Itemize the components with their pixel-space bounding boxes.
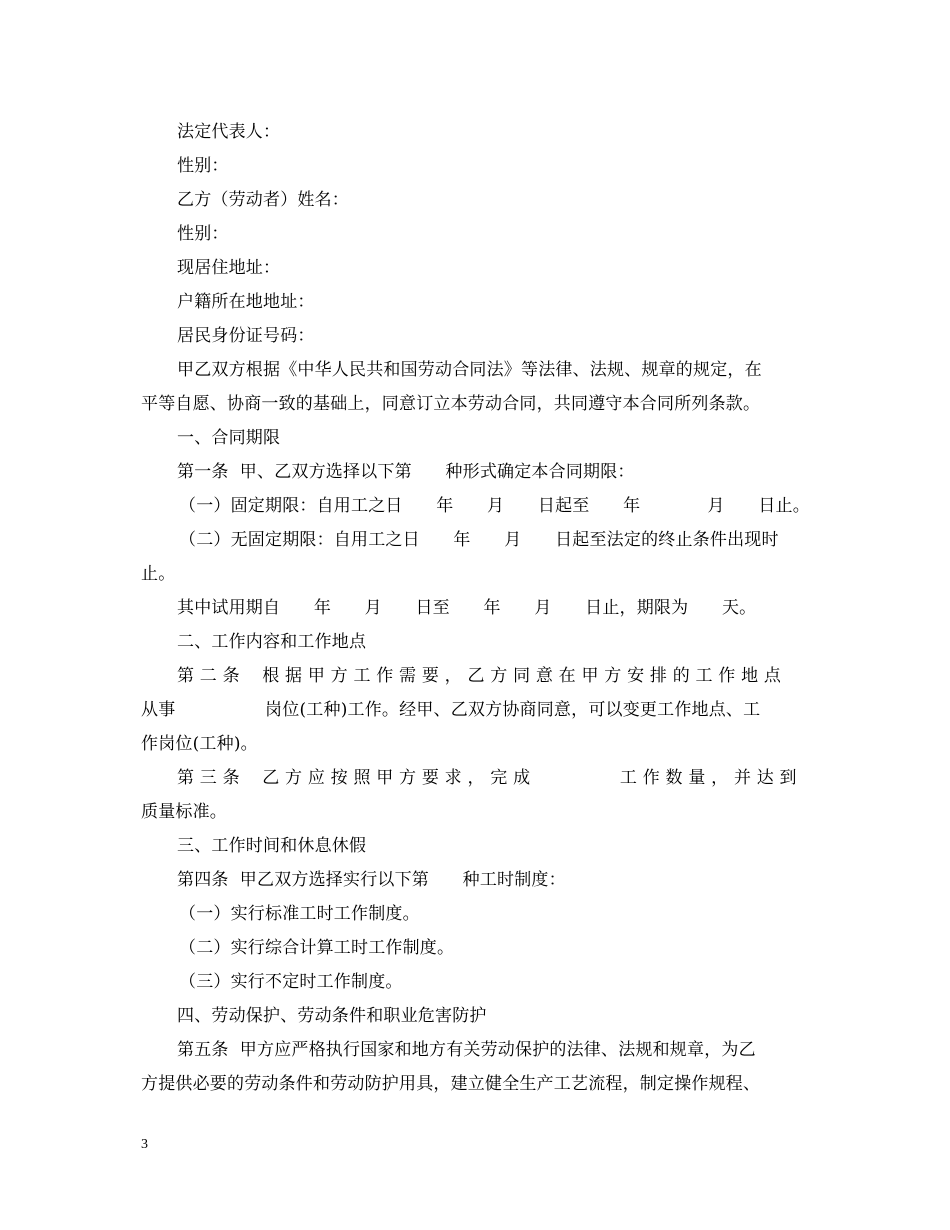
preamble-paragraph-line-1: 甲乙双方根据《中华人民共和国劳动合同法》等法律、法规、规章的规定，在 [177,360,762,380]
preamble-paragraph-line-2: 平等自愿、协商一致的基础上，同意订立本劳动合同，共同遵守本合同所列条款。 [141,394,761,414]
article-4-option-comprehensive: （二）实行综合计算工时工作制度。 [179,938,455,958]
article-2-line-2: 从事 岗位(工种)工作。经甲、乙双方协商同意，可以变更工作地点、工 [141,700,761,720]
article-2-line-1: 第 二 条 根 据 甲 方 工 作 需 要 ， 乙 方 同 意 在 甲 方 安 排 的 工 作 地 点 [177,666,782,686]
field-gender-party-b: 性别： [177,224,229,244]
section-heading-contract-term: 一、合同期限 [177,428,281,448]
section-heading-labor-protection: 四、劳动保护、劳动条件和职业危害防护 [177,1006,487,1026]
field-gender-party-a: 性别： [177,156,229,176]
article-4: 第四条 甲乙双方选择实行以下第 种工时制度： [177,870,566,890]
page-number: 3 [141,1137,148,1152]
article-5-line-2: 方提供必要的劳动条件和劳动防护用具，建立健全生产工艺流程，制定操作规程、 [141,1074,761,1094]
article-5-line-1: 第五条 甲方应严格执行国家和地方有关劳动保护的法律、法规和规章，为乙 [177,1040,756,1060]
field-id-number: 居民身份证号码： [177,326,315,346]
field-current-address: 现居住地址： [177,258,281,278]
field-legal-representative: 法定代表人： [177,122,281,142]
article-4-option-standard: （一）实行标准工时工作制度。 [179,904,420,924]
section-heading-work-content: 二、工作内容和工作地点 [177,632,367,652]
article-4-option-flexible: （三）实行不定时工作制度。 [179,972,403,992]
article-2-line-3: 作岗位(工种)。 [141,734,258,754]
section-heading-working-hours: 三、工作时间和休息休假 [177,836,367,856]
field-household-address: 户籍所在地地址： [177,292,315,312]
article-1-option-fixed-term: （一）固定期限：自用工之日 年 月 日起至 年 月 日止。 [179,496,810,516]
article-1-option-open-term-line-2: 止。 [141,564,176,584]
article-3-line-1: 第 三 条 乙 方 应 按 照 甲 方 要 求 ， 完 成 工 作 数 量 ， 并 达 到 [177,768,797,788]
document-body [141,115,811,1101]
article-1-option-open-term-line-1: （二）无固定期限：自用工之日 年 月 日起至法定的终止条件出现时 [179,530,779,550]
field-party-b-name: 乙方（劳动者）姓名： [177,190,349,210]
article-3-line-2: 质量标准。 [141,802,227,822]
article-1: 第一条 甲、乙双方选择以下第 种形式确定本合同期限： [177,462,635,482]
probation-period: 其中试用期自 年 月 日至 年 月 日止，期限为 天。 [177,598,757,618]
